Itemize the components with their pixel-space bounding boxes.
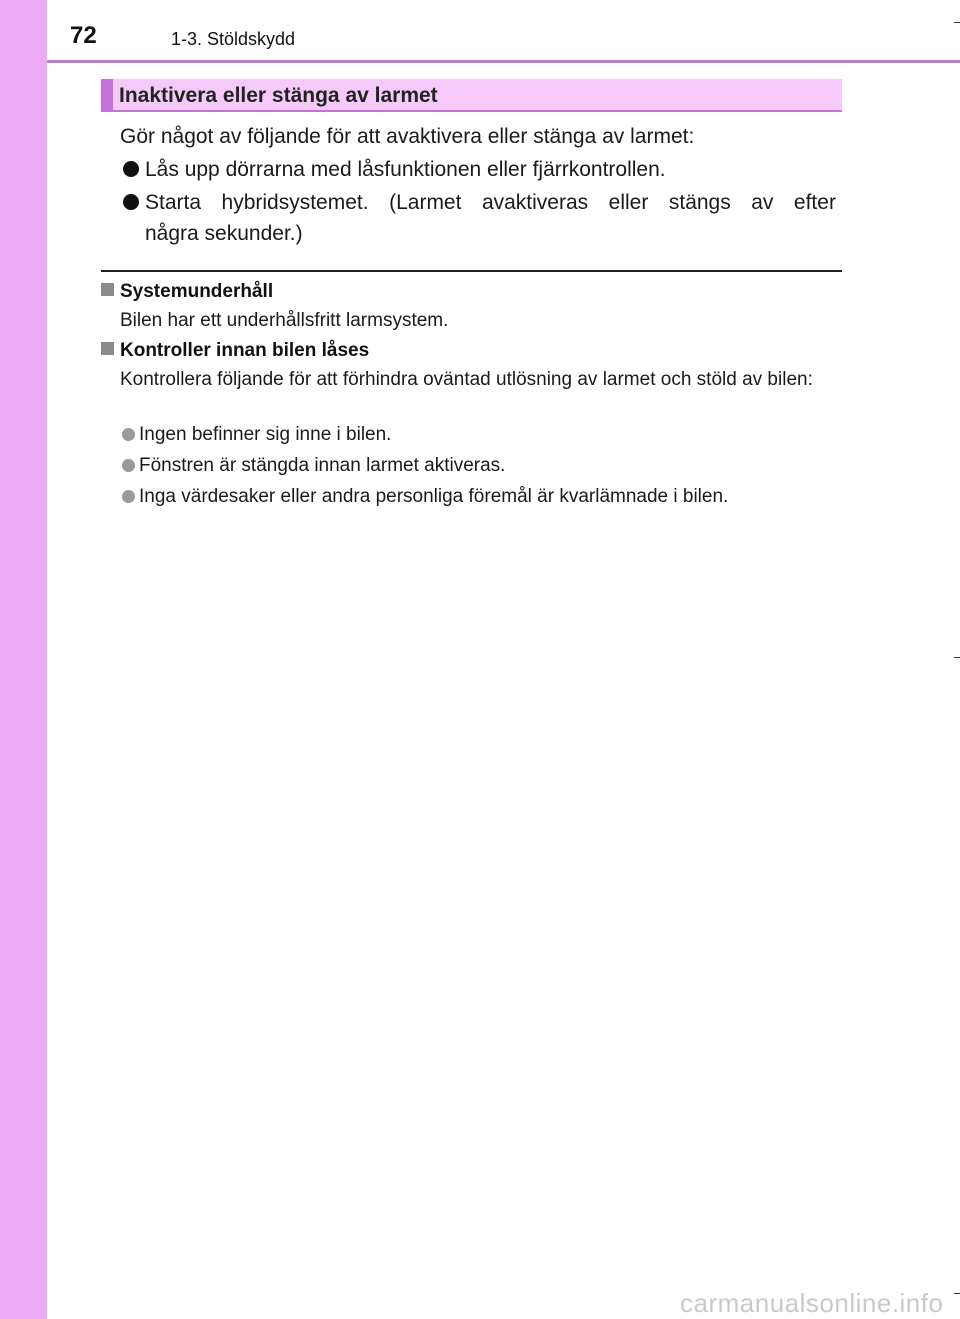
square-bullet-icon xyxy=(101,342,114,355)
word: av xyxy=(751,191,774,214)
word: Starta xyxy=(145,191,202,214)
word: avaktiveras xyxy=(481,191,589,214)
list-item xyxy=(120,154,836,185)
header-rule xyxy=(47,60,960,63)
crop-mark xyxy=(954,657,960,658)
bullet-icon xyxy=(123,161,139,177)
bullet-icon xyxy=(123,194,139,210)
crop-mark xyxy=(954,1293,960,1294)
intro-text: Gör något av följande för att avaktivera eller stänga av larmet: xyxy=(120,125,695,148)
list-item-text: Lås upp dörrarna med låsfunktionen eller fjärrkontrollen. xyxy=(145,158,666,181)
page-number: 72 xyxy=(70,22,97,49)
note-heading xyxy=(101,340,369,362)
section-heading-text: Inaktivera eller stänga av larmet xyxy=(119,84,438,107)
list-item xyxy=(122,486,728,508)
note-heading-text: Systemunderhåll xyxy=(120,281,274,302)
list-item-text: Fönstren är stängda innan larmet aktiveras. xyxy=(139,455,506,476)
list-item-text-line2: några sekunder.) xyxy=(145,222,303,245)
note-text: Bilen har ett underhållsfritt larmsystem. xyxy=(120,310,449,331)
crop-mark xyxy=(954,22,960,23)
watermark: carmanualsonline.info xyxy=(680,1288,944,1318)
list-item xyxy=(120,187,836,249)
chapter-side-bar xyxy=(0,0,47,1319)
justified-line xyxy=(145,187,836,218)
list-item-text: Ingen befinner sig inne i bilen. xyxy=(139,424,392,445)
bullet-icon xyxy=(122,428,135,441)
bullet-icon xyxy=(122,490,135,503)
list-item-text xyxy=(145,187,836,249)
note-text: Kontrollera följande för att förhindra oväntad utlösning av larmet och stöld av bilen: xyxy=(120,369,813,390)
word: eller xyxy=(608,191,649,214)
word: (Larmet xyxy=(389,191,462,214)
list-item xyxy=(122,424,391,446)
word: efter xyxy=(793,191,836,214)
list-item xyxy=(122,455,505,477)
note-heading-text: Kontroller innan bilen låses xyxy=(120,340,370,361)
section-title: 1-3. Stöldskydd xyxy=(171,29,296,49)
bullet-icon xyxy=(122,459,135,472)
word: stängs xyxy=(668,191,731,214)
note-heading xyxy=(101,281,273,303)
word: hybridsystemet. xyxy=(221,191,369,214)
section-divider xyxy=(101,270,842,272)
list-item-text: Inga värdesaker eller andra personliga föremål är kvarlämnade i bilen. xyxy=(139,486,729,507)
section-heading xyxy=(101,79,842,112)
square-bullet-icon xyxy=(101,283,114,296)
